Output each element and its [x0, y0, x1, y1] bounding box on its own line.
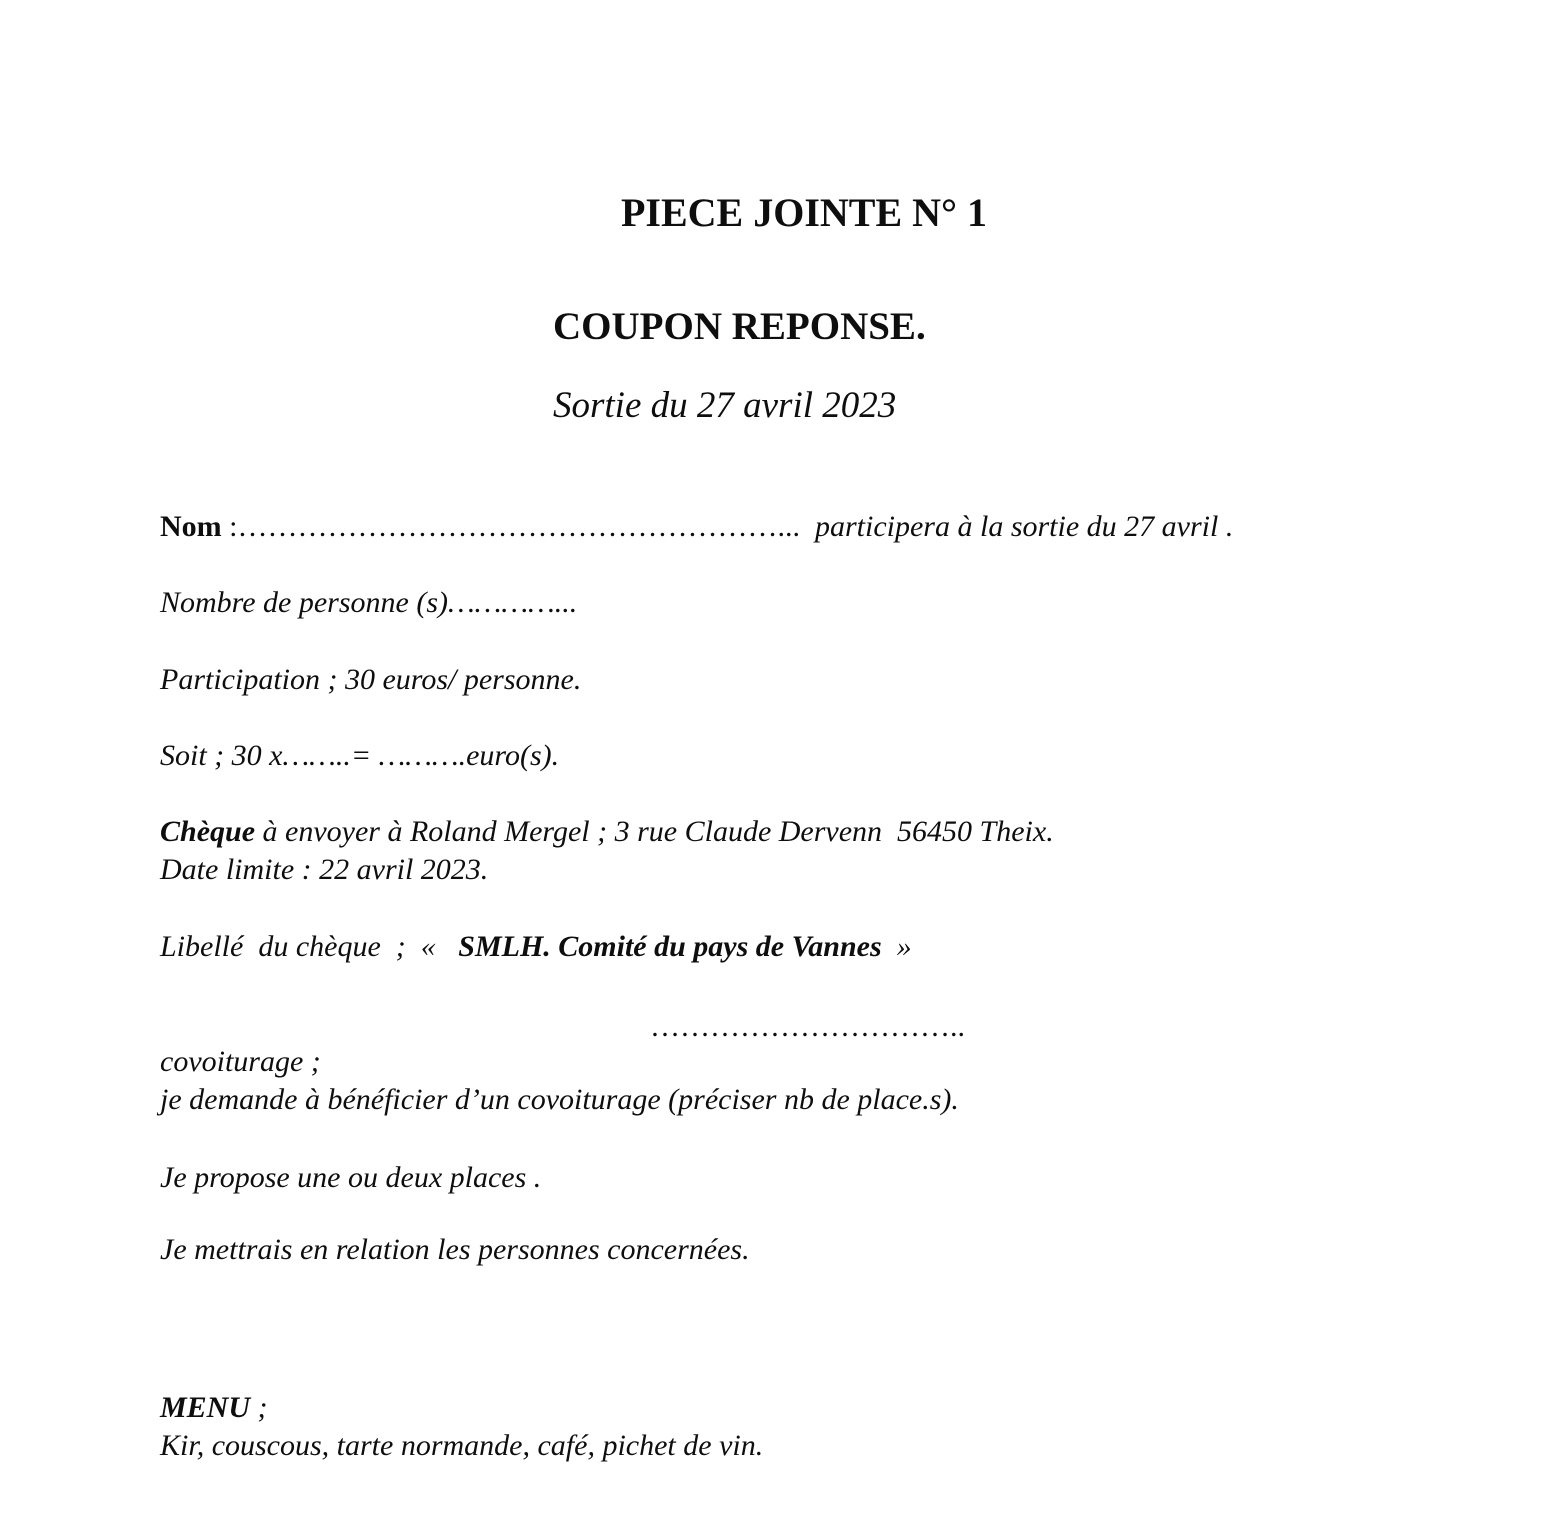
name-dotted-field: :………………………………………………... [221, 510, 800, 543]
cheque-label: Chèque [160, 815, 256, 848]
cheque-address-text: à envoyer à Roland Mergel ; 3 rue Claude Dervenn 56450 Theix. [255, 815, 1054, 848]
menu-label: MENU [160, 1391, 251, 1424]
name-line [160, 508, 1233, 546]
coupon-title: COUPON REPONSE. [553, 305, 926, 348]
name-label: Nom [160, 510, 222, 543]
participation-fee-line: Participation ; 30 euros/ personne. [160, 663, 582, 696]
dotted-fill-field: ………………………….. [650, 1010, 965, 1043]
payee-prefix: Libellé du chèque ; « [160, 930, 459, 963]
deadline-line: Date limite : 22 avril 2023. [160, 853, 489, 886]
cheque-payee-line [160, 928, 912, 966]
carpool-contact-line: Je mettrais en relation les personnes concernées. [160, 1233, 750, 1266]
menu-section [160, 1389, 763, 1465]
payee-suffix: » [881, 930, 912, 963]
attachment-title: PIECE JOINTE N° 1 [620, 190, 988, 235]
cheque-instructions [160, 813, 1054, 889]
carpool-offer-line: Je propose une ou deux places . [160, 1161, 542, 1194]
total-amount-line: Soit ; 30 x……..= ……….euro(s). [160, 739, 560, 772]
menu-items-line: Kir, couscous, tarte normande, café, pichet de vin. [160, 1429, 764, 1462]
outing-date: Sortie du 27 avril 2023 [553, 385, 897, 426]
people-count-line: Nombre de personne (s)…………... [160, 586, 578, 619]
carpool-heading: covoiturage ; [160, 1045, 321, 1078]
carpool-section [160, 1043, 959, 1119]
carpool-request-line: je demande à bénéficier d’un covoiturage (préciser nb de place.s). [160, 1083, 959, 1116]
menu-separator: ; [250, 1391, 268, 1424]
name-participation-text: participera à la sortie du 27 avril . [800, 510, 1234, 543]
payee-name: SMLH. Comité du pays de Vannes [458, 930, 882, 963]
